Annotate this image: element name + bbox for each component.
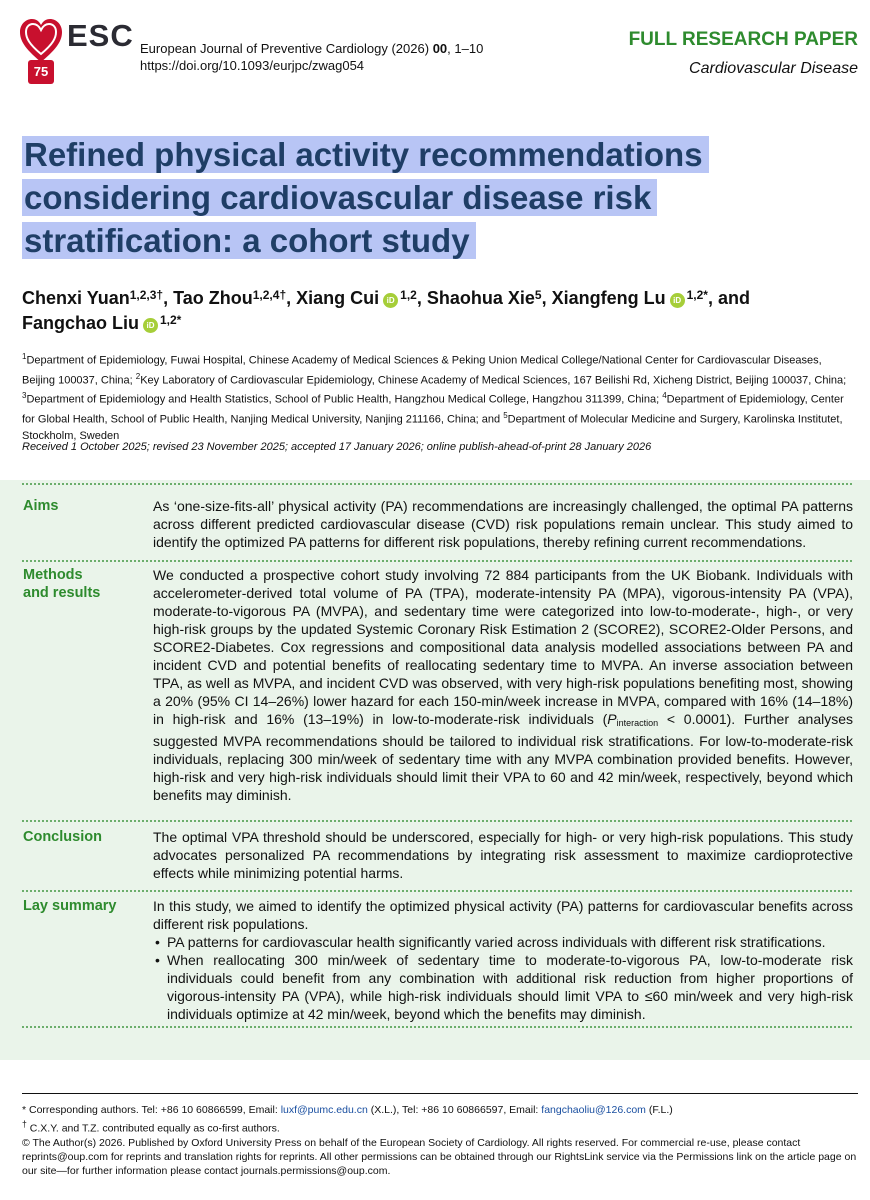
- section-divider: [22, 483, 852, 485]
- affiliation-text: Department of Epidemiology and Health Statistics, School of Public Health, Hangzhou Medical College, Hangzhou 311399, China;: [26, 393, 663, 406]
- affiliation-number: 3: [22, 391, 27, 401]
- author-separator: , and: [707, 288, 750, 308]
- publication-dates: Received 1 October 2025; revised 23 November 2025; accepted 17 January 2026; online publish-ahead-of-print 28 January 2026: [22, 441, 652, 453]
- methods-label-line: and results: [23, 585, 101, 601]
- author-name: Xiang Cui: [296, 288, 380, 308]
- author-separator: ,: [541, 288, 552, 308]
- esc-logo: [18, 18, 64, 91]
- cofirst-note: [22, 1117, 860, 1136]
- methods-label: [23, 566, 100, 602]
- author-affiliation-marker: 1,2*: [686, 288, 708, 302]
- article-title: [22, 133, 752, 262]
- lay-summary-bullet: • PA patterns for cardiovascular health significantly varied across individuals with different risk stratifications.: [167, 933, 853, 951]
- lay-summary-bullet: • When reallocating 300 min/week of sedentary time to moderate-to-vigorous PA, low-to-moderate risk individuals could benefit from any combination with additional risk reduction from higher proportions of vigorous-intensity PA (VPA), while high-risk individuals should limit VPA to ≤60 min/week and very high-risk individuals optimize at 42 min/week, beyond which the benefits may diminish.: [167, 951, 853, 1023]
- email-link[interactable]: luxf@pumc.edu.cn: [280, 1104, 368, 1116]
- lay-summary-text: [153, 897, 853, 1023]
- paper-type-label: FULL RESEARCH PAPER: [628, 29, 858, 50]
- affiliation-number: 5: [503, 410, 508, 420]
- journal-citation: [140, 40, 483, 74]
- conclusion-text: The optimal VPA threshold should be underscored, especially for high- or very high-risk populations. This study advocates personalized PA recommendations by integrating risk assessment to maximize cardioprotective effects while minimizing potential harms.: [153, 829, 853, 881]
- author-name: Fangchao Liu: [22, 313, 139, 333]
- lay-summary-bullets: [153, 933, 853, 1023]
- title-line: considering cardiovascular disease risk: [22, 179, 657, 216]
- note-text: C.X.Y. and T.Z. contributed equally as co-first authors.: [26, 1122, 280, 1135]
- title-line: Refined physical activity recommendations: [22, 136, 709, 173]
- affiliation-text: Key Laboratory of Cardiovascular Epidemiology, Chinese Academy of Medical Sciences, 167 Beilishi Rd, Xicheng District, Beijing 100037, China;: [140, 374, 847, 387]
- author-separator: ,: [286, 288, 297, 308]
- section-divider: [22, 560, 852, 562]
- affiliation-text: Department of Epidemiology, Fuwai Hospital, Chinese Academy of Medical Sciences & Peking Union Medical College/National Center for Cardiovascular Diseases, Beijing 100037, China;: [22, 354, 822, 387]
- aims-label: Aims: [23, 498, 59, 514]
- p-subscript: interaction: [616, 718, 659, 728]
- footer-rule: [22, 1093, 858, 1094]
- author-list: [22, 286, 857, 336]
- copyright-note: © The Author(s) 2026. Published by Oxford University Press on behalf of the European Society of Cardiology. All rights reserved. For commercial re-use, please contact reprints@oup.com for reprints and translation rights for reprints. All other permissions can be obtained through our RightsLink service via the Permissions link on the article page on our site—for further information please contact journals.permissions@oup.com.: [22, 1136, 857, 1177]
- orcid-icon[interactable]: iD: [383, 293, 398, 308]
- title-line: stratification: a cohort study: [22, 222, 476, 259]
- affiliation-text: Department of Epidemiology, Center for Global Health, School of Public Health, Nanjing Medical University, Nanjing 211166, China; and: [22, 393, 844, 426]
- affiliation-number: 4: [662, 391, 667, 401]
- methods-text: [153, 566, 853, 804]
- section-divider: [22, 890, 852, 892]
- aims-text: As ‘one-size-fits-all’ physical activity (PA) recommendations are increasingly challenged, the optimal PA patterns across different predicted cardiovascular disease (CVD) risk populations remain unclear. This study aimed to identify the optimized PA patterns for different risk populations, thereby refining current recommendations.: [153, 498, 853, 550]
- author-affiliation-marker: 1,2,4†: [252, 288, 287, 302]
- doi-link[interactable]: https://doi.org/10.1093/eurjpc/zwag054: [140, 58, 365, 73]
- methods-label-line: Methods: [23, 567, 83, 583]
- affiliation-text: Department of Molecular Medicine and Surgery, Karolinska Institutet, Stockholm, Sweden: [22, 413, 843, 442]
- author-affiliation-marker: 1,2: [400, 288, 417, 302]
- author-name: Xiangfeng Lu: [551, 288, 666, 308]
- section-divider: [22, 1026, 852, 1028]
- footnotes: [22, 1103, 860, 1178]
- note-text: * Corresponding authors. Tel: +86 10 60866599, Email:: [22, 1104, 281, 1116]
- lay-summary-intro: In this study, we aimed to identify the optimized physical activity (PA) patterns for cardiovascular benefits across different risk populations.: [153, 898, 853, 932]
- author-name: Chenxi Yuan: [22, 288, 130, 308]
- esc-wordmark: ESC: [67, 18, 134, 53]
- orcid-icon[interactable]: iD: [143, 318, 158, 333]
- dagger-symbol: †: [22, 1119, 27, 1129]
- affiliations: [22, 349, 852, 444]
- journal-pages: , 1–10: [447, 41, 484, 56]
- orcid-icon[interactable]: iD: [670, 293, 685, 308]
- journal-issue: 00: [432, 41, 448, 56]
- note-text: (F.L.): [645, 1104, 673, 1116]
- author-name: Shaohua Xie: [426, 288, 535, 308]
- lay-summary-label: Lay summary: [23, 898, 117, 914]
- methods-text-part: We conducted a prospective cohort study involving 72 884 participants from the UK Biobank. Individuals with accelerometer-derived total volume of PA (TPA), moderate-intensity PA (MPA), vigorous-intensity PA (VPA), moderate-to-vigorous PA (MVPA), and sedentary time were categorized into low-to-moderate-, high-, or very high-risk groups by the updated Systemic Coronary Risk Estimation 2 (SCORE2), SCORE2-Older Persons, and SCORE2-Diabetes. Cox regressions and compositional data analysis modelled associations between PA and incident CVD and potential benefits of reallocating sedentary time to MVPA. An inverse association between TPA, as well as MVPA, and incident CVD was observed, with very high-risk populations benefiting most, showing a 20% (95% CI 14–26%) lower hazard for each 150-min/week increase in MVPA, compared with 16% (14–18%) in high-risk and 16% (13–19%) in low-to-moderate-risk individuals (: [153, 567, 853, 727]
- paper-category: Cardiovascular Disease: [689, 60, 858, 77]
- note-text: (X.L.), Tel: +86 10 60866597, Email:: [367, 1104, 542, 1116]
- structured-abstract: [0, 480, 870, 1060]
- author-affiliation-marker: 1,2,3†: [129, 288, 164, 302]
- esc-75-badge: 75: [33, 64, 49, 79]
- corresponding-note: [22, 1103, 860, 1117]
- methods-text-part: < 0.0001). Further analyses suggested MVPA recommendations should be tailored to individual risk stratifications. For low-to-moderate-risk individuals, replacing 300 min/week of sedentary time with any MVPA combination provided benefits. However, high-risk and very high-risk individuals should limit their VPA to 60 and 42 min/week, respectively, beyond which benefits may diminish.: [153, 711, 853, 803]
- author-affiliation-marker: 1,2*: [160, 313, 182, 327]
- author-separator: ,: [416, 288, 427, 308]
- journal-name: European Journal of Preventive Cardiology (2026): [140, 41, 430, 56]
- conclusion-label: Conclusion: [23, 829, 102, 845]
- p-symbol: P: [607, 711, 617, 727]
- author-separator: ,: [163, 288, 174, 308]
- author-affiliation-marker: 5: [534, 288, 542, 302]
- affiliation-number: 1: [22, 352, 27, 361]
- affiliation-number: 2: [135, 371, 141, 381]
- section-divider: [22, 820, 852, 822]
- email-link[interactable]: fangchaoliu@126.com: [541, 1104, 646, 1116]
- author-name: Tao Zhou: [173, 288, 253, 308]
